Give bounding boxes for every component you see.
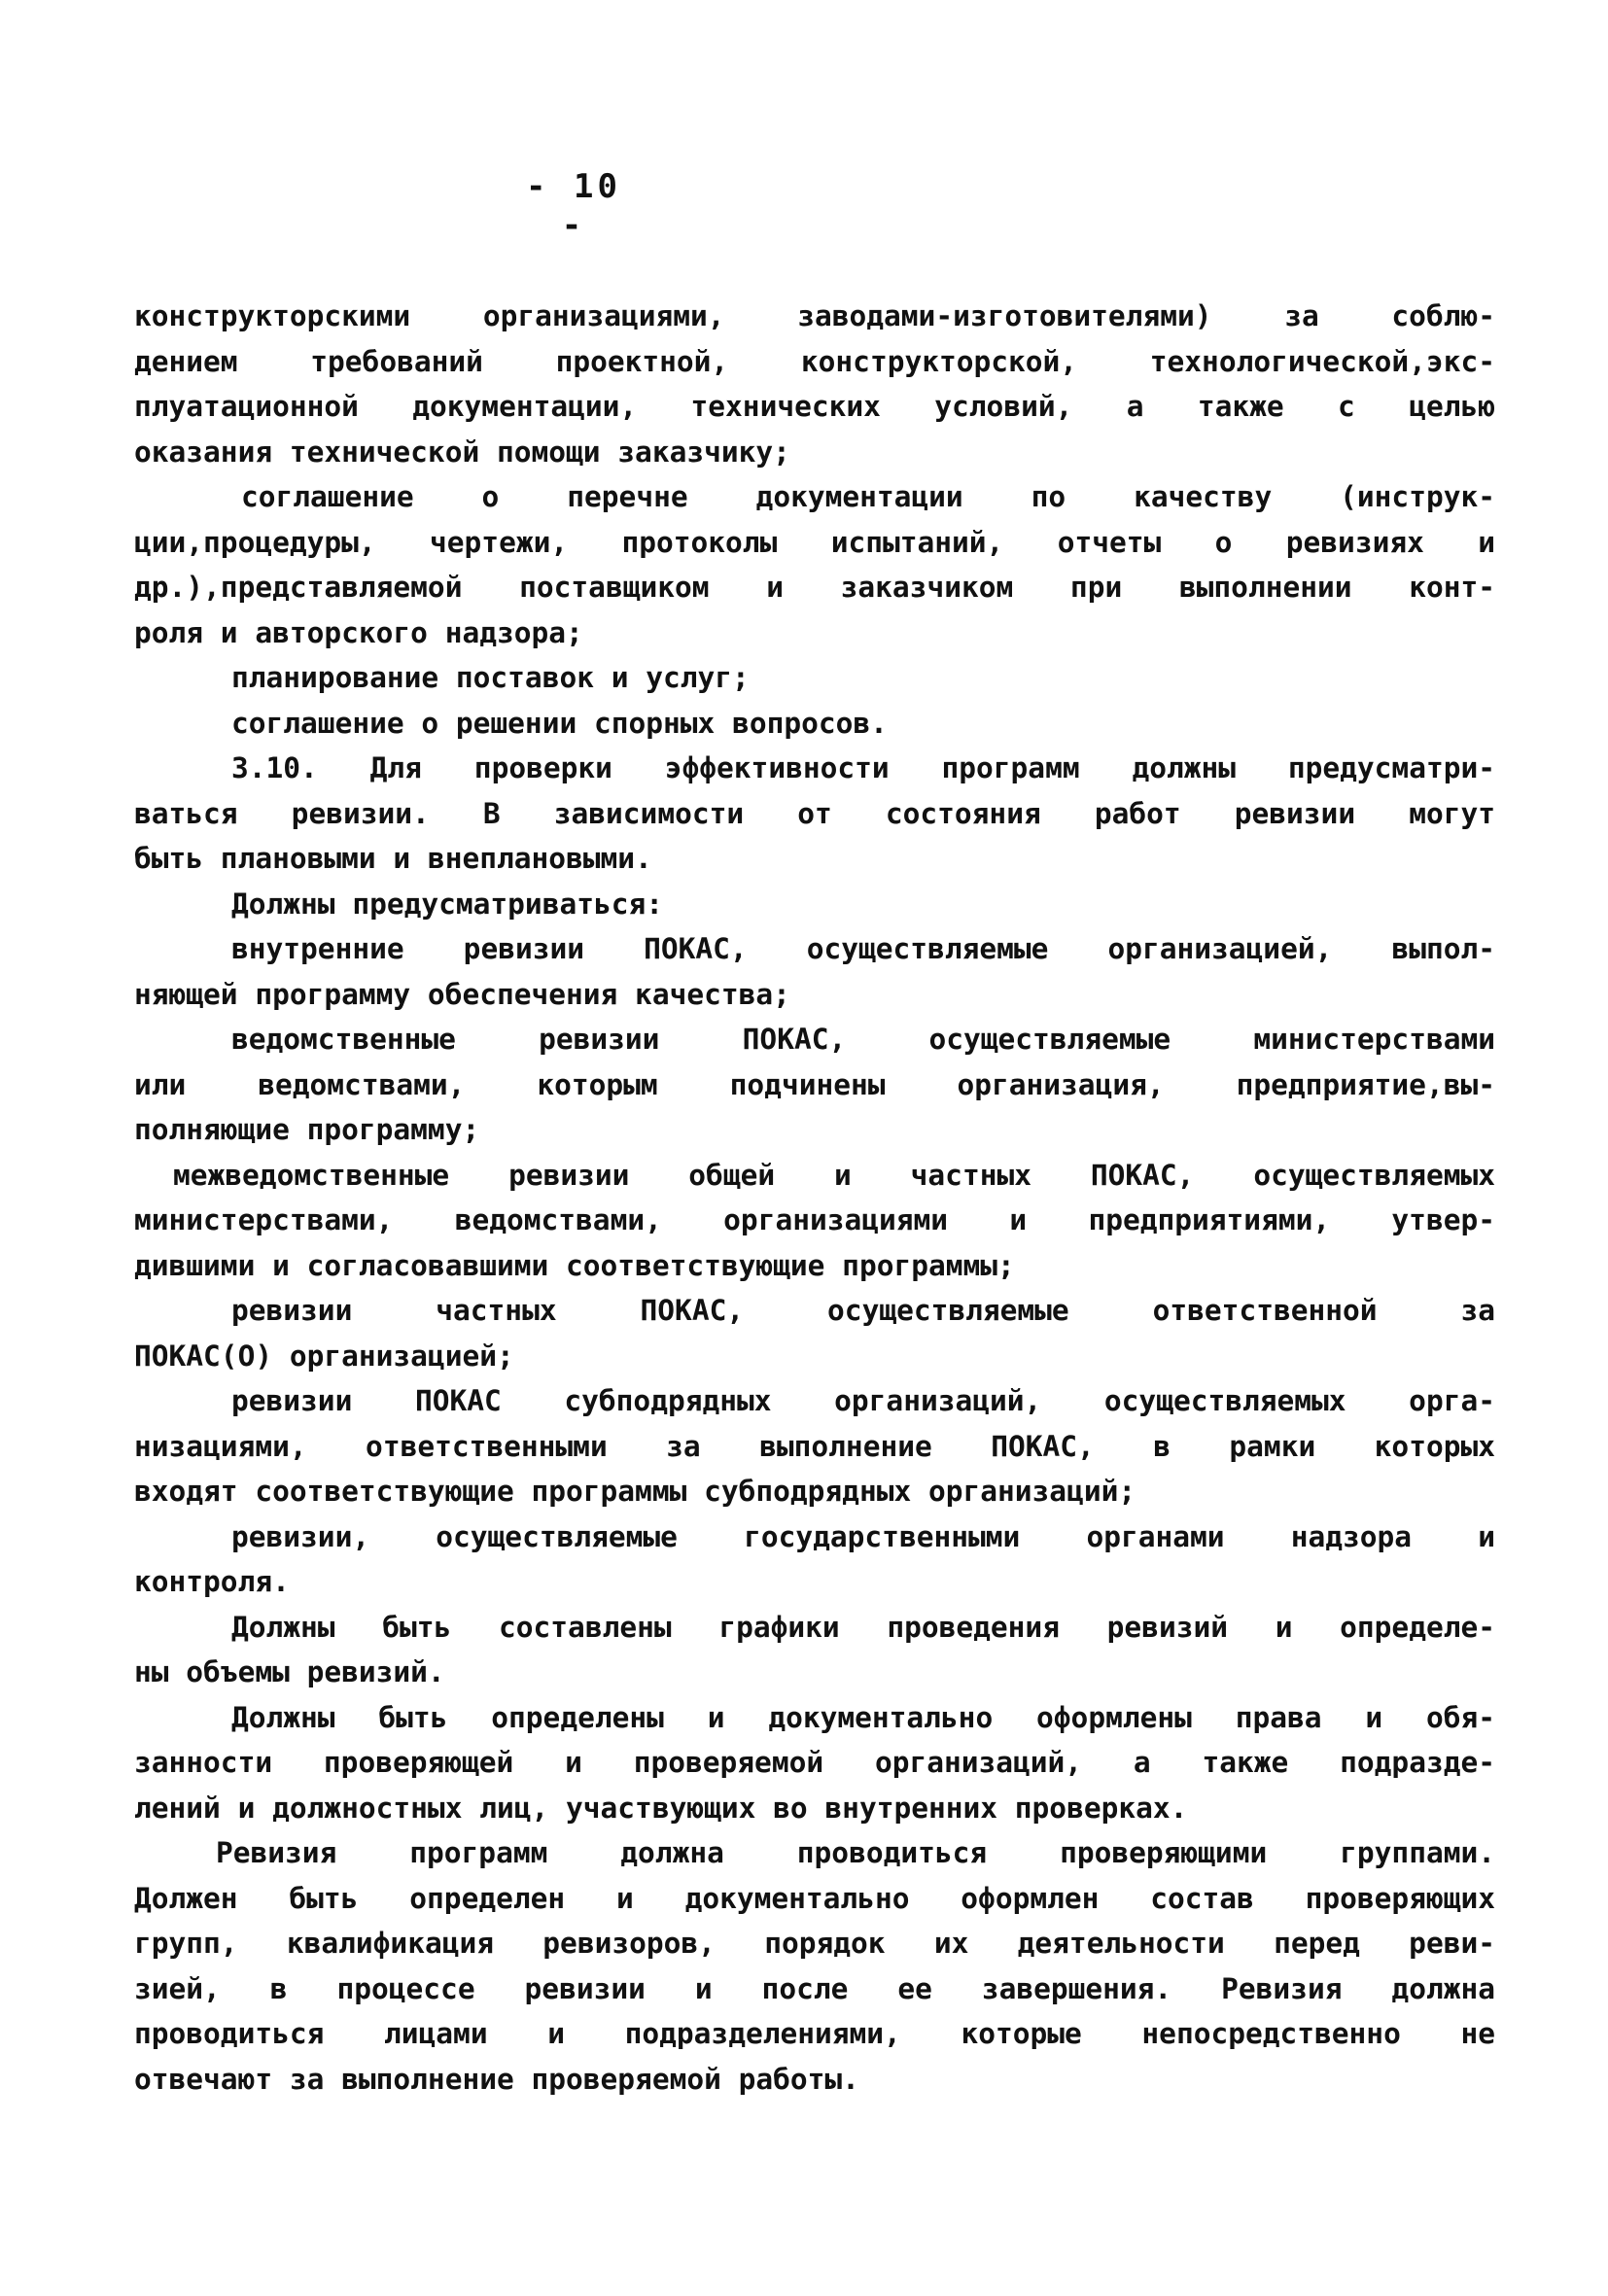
text-line: дившими и согласовавшими соответствующие программы;: [134, 1248, 1015, 1282]
text-line: оказания технической помощи заказчику;: [134, 435, 790, 469]
text-line: ревизии, осуществляемые государственными органами надзора и: [231, 1519, 1495, 1553]
text-line: дением требований проектной, конструкторской, технологической,экс-: [134, 344, 1495, 378]
text-line: соглашение о перечне документации по качеству (инструк-: [241, 480, 1495, 513]
text-line: групп, квалификация ревизоров, порядок их деятельности перед реви-: [134, 1927, 1495, 1960]
text-line: соглашение о решении спорных вопросов.: [231, 706, 888, 740]
text-line: министерствами, ведомствами, организациями и предприятиями, утвер-: [134, 1203, 1495, 1236]
text-line: Должны быть составлены графики проведения ревизий и определе-: [231, 1610, 1495, 1644]
text-line: др.),представляемой поставщиком и заказчиком при выполнении конт-: [134, 571, 1495, 604]
text-line: ваться ревизии. В зависимости от состояния работ ревизии могут: [134, 796, 1495, 830]
text-line: межведомственные ревизии общей и частных ПОКАС, осуществляемых: [173, 1158, 1495, 1192]
text-line: низациями, ответственными за выполнение ПОКАС, в рамки которых: [134, 1429, 1495, 1463]
text-line: лений и должностных лиц, участвующих во внутренних проверках.: [134, 1791, 1188, 1825]
text-line: Ревизия программ должна проводиться проверяющими группами.: [216, 1836, 1495, 1869]
text-line: занности проверяющей и проверяемой организаций, а также подразде-: [134, 1746, 1495, 1779]
body-text: [134, 294, 1495, 2102]
text-line: роля и авторского надзора;: [134, 615, 583, 649]
text-line: внутренние ревизии ПОКАС, осуществляемые организацией, выпол-: [231, 932, 1495, 965]
text-line: ревизии ПОКАС субподрядных организаций, осуществляемых орга-: [231, 1384, 1495, 1417]
text-line: ции,процедуры, чертежи, протоколы испытаний, отчеты о ревизиях и: [134, 525, 1495, 559]
text-line: няющей программу обеспечения качества;: [134, 977, 790, 1011]
text-line: ведомственные ревизии ПОКАС, осуществляемые министерствами: [231, 1023, 1495, 1056]
text-line: отвечают за выполнение проверяемой работы.: [134, 2062, 859, 2096]
text-line: планирование поставок и услуг;: [231, 661, 750, 694]
text-line: плуатационной документации, технических условий, а также с целью: [134, 390, 1495, 423]
text-line: полняющие программу;: [134, 1113, 480, 1146]
text-line: Должен быть определен и документально оформлен состав проверяющих: [134, 1881, 1495, 1915]
text-line: зией, в процессе ревизии и после ее завершения. Ревизия должна: [134, 1971, 1495, 2005]
text-line: ны объемы ревизий.: [134, 1655, 445, 1688]
text-line: входят соответствующие программы субподрядных организаций;: [134, 1475, 1136, 1508]
text-line: 3.10. Для проверки эффективности программ должны предусматри-: [231, 751, 1495, 784]
text-line: конструкторскими организациями, заводами-изготовителями) за соблю-: [134, 299, 1495, 332]
text-line: ПОКАС(О) организацией;: [134, 1339, 514, 1373]
text-line: ревизии частных ПОКАС, осуществляемые ответственной за: [231, 1294, 1495, 1327]
text-line: Должны быть определены и документально оформлены права и обя-: [231, 1700, 1495, 1734]
text-line: контроля.: [134, 1565, 290, 1598]
page-number: - 10 -: [526, 167, 621, 245]
text-line: или ведомствами, которым подчинены организация, предприятие,вы-: [134, 1067, 1495, 1101]
text-line: Должны предусматриваться:: [231, 887, 664, 921]
text-line: быть плановыми и внеплановыми.: [134, 842, 652, 875]
text-line: проводиться лицами и подразделениями, которые непосредственно не: [134, 2017, 1495, 2050]
